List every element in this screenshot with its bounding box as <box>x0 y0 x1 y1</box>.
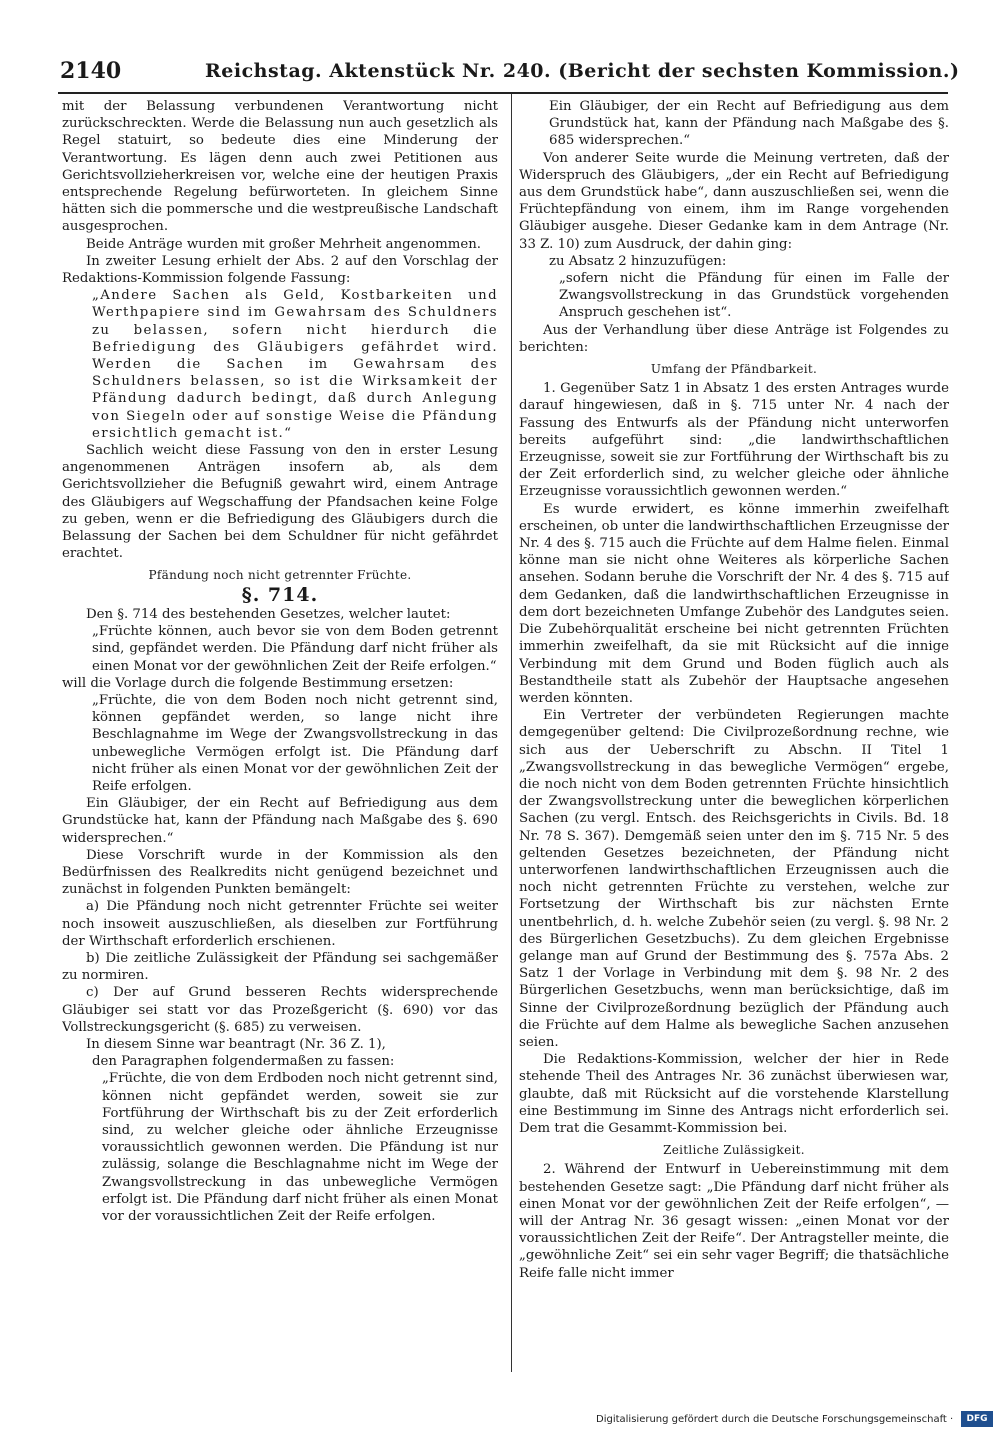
right-column <box>519 98 949 1380</box>
section-subheading: Zeitliche Zulässigkeit. <box>663 1143 805 1158</box>
paragraph: Ein Gläubiger, der ein Recht auf Befriedigung aus dem Grundstücke hat, kann der Pfändung nach Maßgabe des §. 690 widersprechen.“ <box>62 796 498 846</box>
paragraph: Beide Anträge wurden mit großer Mehrheit angenommen. <box>86 236 481 252</box>
paragraph: Die Redaktions-Kommission, welcher der hier in Rede stehende Theil des Antrages Nr. 36 zunächst überwiesen war, glaubte, daß mit Rücksicht auf die vorstehende Klarstellung eine Bestimmung im Sinne des Antrags nicht erforderlich sei. Dem trat die Gesammt-Kommission bei. <box>519 1052 949 1136</box>
section-subheading: Pfändung noch nicht getrennter Früchte. <box>148 568 412 583</box>
paragraph: Diese Vorschrift wurde in der Kommission als den Bedürfnissen des Realkredits nicht genügend bezeichnet und zunächst in folgenden Punkten bemängelt: <box>62 847 498 898</box>
quoted-paragraph: „Früchte können, auch bevor sie von dem Boden getrennt sind, gepfändet werden. Die Pfändung darf nicht früher als einen Monat vor der gewöhnlichen Zeit der Reife erfolgen.“ <box>92 624 498 674</box>
quoted-paragraph: „Früchte, die von dem Boden noch nicht getrennt sind, können gepfändet werden, so lange nicht ihre Beschlagnahme im Wege der Zwangsvollstreckung in das unbewegliche Vermögen erfolgt ist. Die Pfändung darf nicht früher als einen Monat vor der gewöhnlichen Zeit der Reife erfolgen. <box>92 692 498 794</box>
list-item: a) Die Pfändung noch nicht getrennter Früchte sei weiter noch insoweit auszuschließen, als dieselben zur Fortführung der Wirthschaft erforderlich erschienen. <box>62 899 498 949</box>
paragraph: 2. Während der Entwurf in Uebereinstimmung mit dem bestehenden Gesetze sagt: „Die Pfändung darf nicht früher als einen Monat vor der gewöhnlichen Zeit der Reife erfolgen“, — will der Antrag Nr. 36 gesagt wissen: „einen Monat vor der voraussichtlichen Zeit der Reife“. Der Antragsteller meinte, die „gewöhnliche Zeit“ sei ein sehr vager Begriff; die thatsächliche Reife falle nicht immer <box>519 1162 949 1281</box>
paragraph: Es wurde erwidert, es könne immerhin zweifelhaft erscheinen, ob unter die landwirthschaftlichen Erzeugnisse der Nr. 4 des §. 715 auch die Früchte auf dem Halme fielen. Einmal könne man sie nicht ohne Weiteres als körperliche Sachen ansehen. Sodann beruhe die Vorschrift der Nr. 4 des §. 715 auf dem Gedanken, daß die landwirthschaftlichen Erzeugnisse in dem dort bezeichneten Umfange Zubehör des Landgutes seien. Die Zubehörqualität erscheine bei nicht getrennten Früchten immerhin zweifelhaft, da sie mit Rücksicht auf die innige Verbindung mit dem Grund und Boden füglich auch als Bestandtheile statt als Zubehör der Hauptsache angesehen werden könnten. <box>519 501 949 706</box>
list-item: b) Die zeitliche Zulässigkeit der Pfändung sei sachgemäßer zu normiren. <box>62 950 498 984</box>
quoted-paragraph: „Andere Sachen als Geld, Kostbarkeiten und Werthpapiere sind im Gewahrsam des Schuldners zu belassen, sofern nicht hierdurch die Befriedigung des Gläubigers gefährdet wird. Werden die Sachen im Gewahrsam des Schuldners belassen, so ist die Wirksamkeit der Pfändung dadurch bedingt, daß durch Anlegung von Siegeln oder auf sonstige Weise die Pfändung ersichtlich gemacht ist.“ <box>92 288 498 441</box>
left-column <box>62 98 498 1380</box>
paragraph: In diesem Sinne war beantragt (Nr. 36 Z. 1), <box>86 1036 386 1052</box>
paragraph: mit der Belassung verbundenen Verantwortung nicht zurückschreckten. Werde die Belassung nun auch gesetzlich als Regel statuirt, so bedeute dies eine Minderung der Verantwortung. Es lägen denn auch zwei Petitionen aus Gerichtsvollzieherkreisen vor, welche eine der heutigen Praxis entsprechende Regelung befürworteten. In gleichem Sinne hätten sich die pommersche und die westpreußische Landschaft ausgesprochen. <box>62 99 498 235</box>
paragraph: 1. Gegenüber Satz 1 in Absatz 1 des ersten Antrages wurde darauf hingewiesen, daß in §. 715 unter Nr. 4 nach der Fassung des Entwurfs als der Pfändung nicht unterworfen bereits aufgeführt sind: „die landwirthschaftlichen Erzeugnisse, soweit sie zur Fortführung der Wirthschaft bis zu der Zeit erforderlich sind, zu welcher gleiche oder ähnliche Erzeugnisse voraussichtlich gewonnen werden.“ <box>519 381 949 500</box>
quoted-paragraph: Ein Gläubiger, der ein Recht auf Befriedigung aus dem Grundstück hat, kann der Pfändung nach Maßgabe des §. 685 widersprechen.“ <box>549 99 949 149</box>
dfg-logo: DFG <box>961 1411 993 1427</box>
list-item: c) Der auf Grund besseren Rechts widersprechende Gläubiger sei statt vor das Prozeßgericht (§. 690) vor das Vollstreckungsgericht (§. 685) zu verweisen. <box>62 985 498 1035</box>
page-header <box>60 58 960 88</box>
running-title: Reichstag. Aktenstück Nr. 240. (Bericht der sechsten Kommission.) <box>205 60 960 82</box>
column-divider <box>511 94 512 1372</box>
section-number-heading: §. 714. <box>241 583 319 606</box>
footer-credit: Digitalisierung gefördert durch die Deutsche Forschungsgemeinschaft · <box>596 1414 954 1425</box>
paragraph: Aus der Verhandlung über diese Anträge ist Folgendes zu berichten: <box>519 322 949 355</box>
paragraph: Von anderer Seite wurde die Meinung vertreten, daß der Widerspruch des Gläubigers, „der ein Recht auf Befriedigung aus dem Grundstück habe“, dann auszuschließen sei, wenn die Früchtepfändung von einem, ihm im Range vorgehenden Gläubiger ausgehe. Dieser Gedanke kam in dem Antrage (Nr. 33 Z. 10) zum Ausdruck, der dahin ging: <box>519 150 949 252</box>
quoted-paragraph: „sofern nicht die Pfändung für einen im Falle der Zwangsvollstreckung in das Grundstück vorgehenden Anspruch geschehen ist“. <box>559 271 949 321</box>
paragraph: Ein Vertreter der verbündeten Regierungen machte demgegenüber geltend: Die Civilprozeßordnung rechne, wie sich aus der Ueberschrift zu Abschn. II Titel 1 „Zwangsvollstreckung in das bewegliche Vermögen“ ergebe, die noch nicht von dem Boden getrennten Früchte hinsichtlich der Zwangsvollstreckung unter die beweglichen körperlichen Sachen (zu vergl. Entsch. des Reichsgerichts in Civils. Bd. 18 Nr. 78 S. 367). Demgemäß seien unter den im §. 715 Nr. 5 des geltenden Gesetzes bezeichneten, der Pfändung nicht unterworfenen landwirthschaftlichen Erzeugnissen auch die noch nicht getrennten Früchte zu verstehen, welche zur Fortsetzung der Wirthschaft bis zur nächsten Ernte unentbehrlich, d. h. welche Zubehör seien (zu vergl. §. 98 Nr. 2 des Bürgerlichen Gesetzbuchs). Zu dem gleichen Ergebnisse gelange man auf Grund der Bestimmung des §. 757a Abs. 2 Satz 1 der Vorlage in Verbindung mit dem §. 98 Nr. 2 des Bürgerlichen Gesetzbuchs, wenn man berücksichtige, daß im Sinne der Civilprozeßordnung bezüglich der Pfändung auch die Früchte auf dem Halme als bewegliche Sachen anzusehen seien. <box>519 708 949 1050</box>
paragraph: In zweiter Lesung erhielt der Abs. 2 auf den Vorschlag der Redaktions-Kommission folgende Fassung: <box>62 253 498 287</box>
paragraph: Den §. 714 des bestehenden Gesetzes, welcher lautet: <box>86 606 451 622</box>
page-number: 2140 <box>60 58 122 84</box>
paragraph: will die Vorlage durch die folgende Bestimmung ersetzen: <box>62 675 454 691</box>
paragraph: zu Absatz 2 hinzuzufügen: <box>549 253 727 269</box>
header-rule <box>58 92 948 94</box>
paragraph: Sachlich weicht diese Fassung von den in erster Lesung angenommenen Anträgen insofern ab, als dem Gerichtsvollzieher die Befugniß gewahrt wird, einem Antrage des Gläubigers auf Wegschaffung der Pfandsachen keine Folge zu geben, wenn er die Befriedigung des Gläubigers durch die Belassung der Sachen bei dem Schuldner für nicht gefährdet erachtet. <box>62 443 498 562</box>
quoted-paragraph: „Früchte, die von dem Erdboden noch nicht getrennt sind, können nicht gepfändet werden, soweit sie zur Fortführung der Wirthschaft bis zu der Zeit erforderlich sind, zu welcher gleiche oder ähnliche Erzeugnisse voraussichtlich gewonnen werden. Die Pfändung ist nur zulässig, solange die Beschlagnahme nicht im Wege der Zwangsvollstreckung in das unbewegliche Vermögen erfolgt ist. Die Pfändung darf nicht früher als einen Monat vor der voraussichtlichen Zeit der Reife erfolgen. <box>102 1071 498 1224</box>
section-subheading: Umfang der Pfändbarkeit. <box>650 362 818 377</box>
paragraph: den Paragraphen folgendermaßen zu fassen: <box>92 1054 395 1070</box>
